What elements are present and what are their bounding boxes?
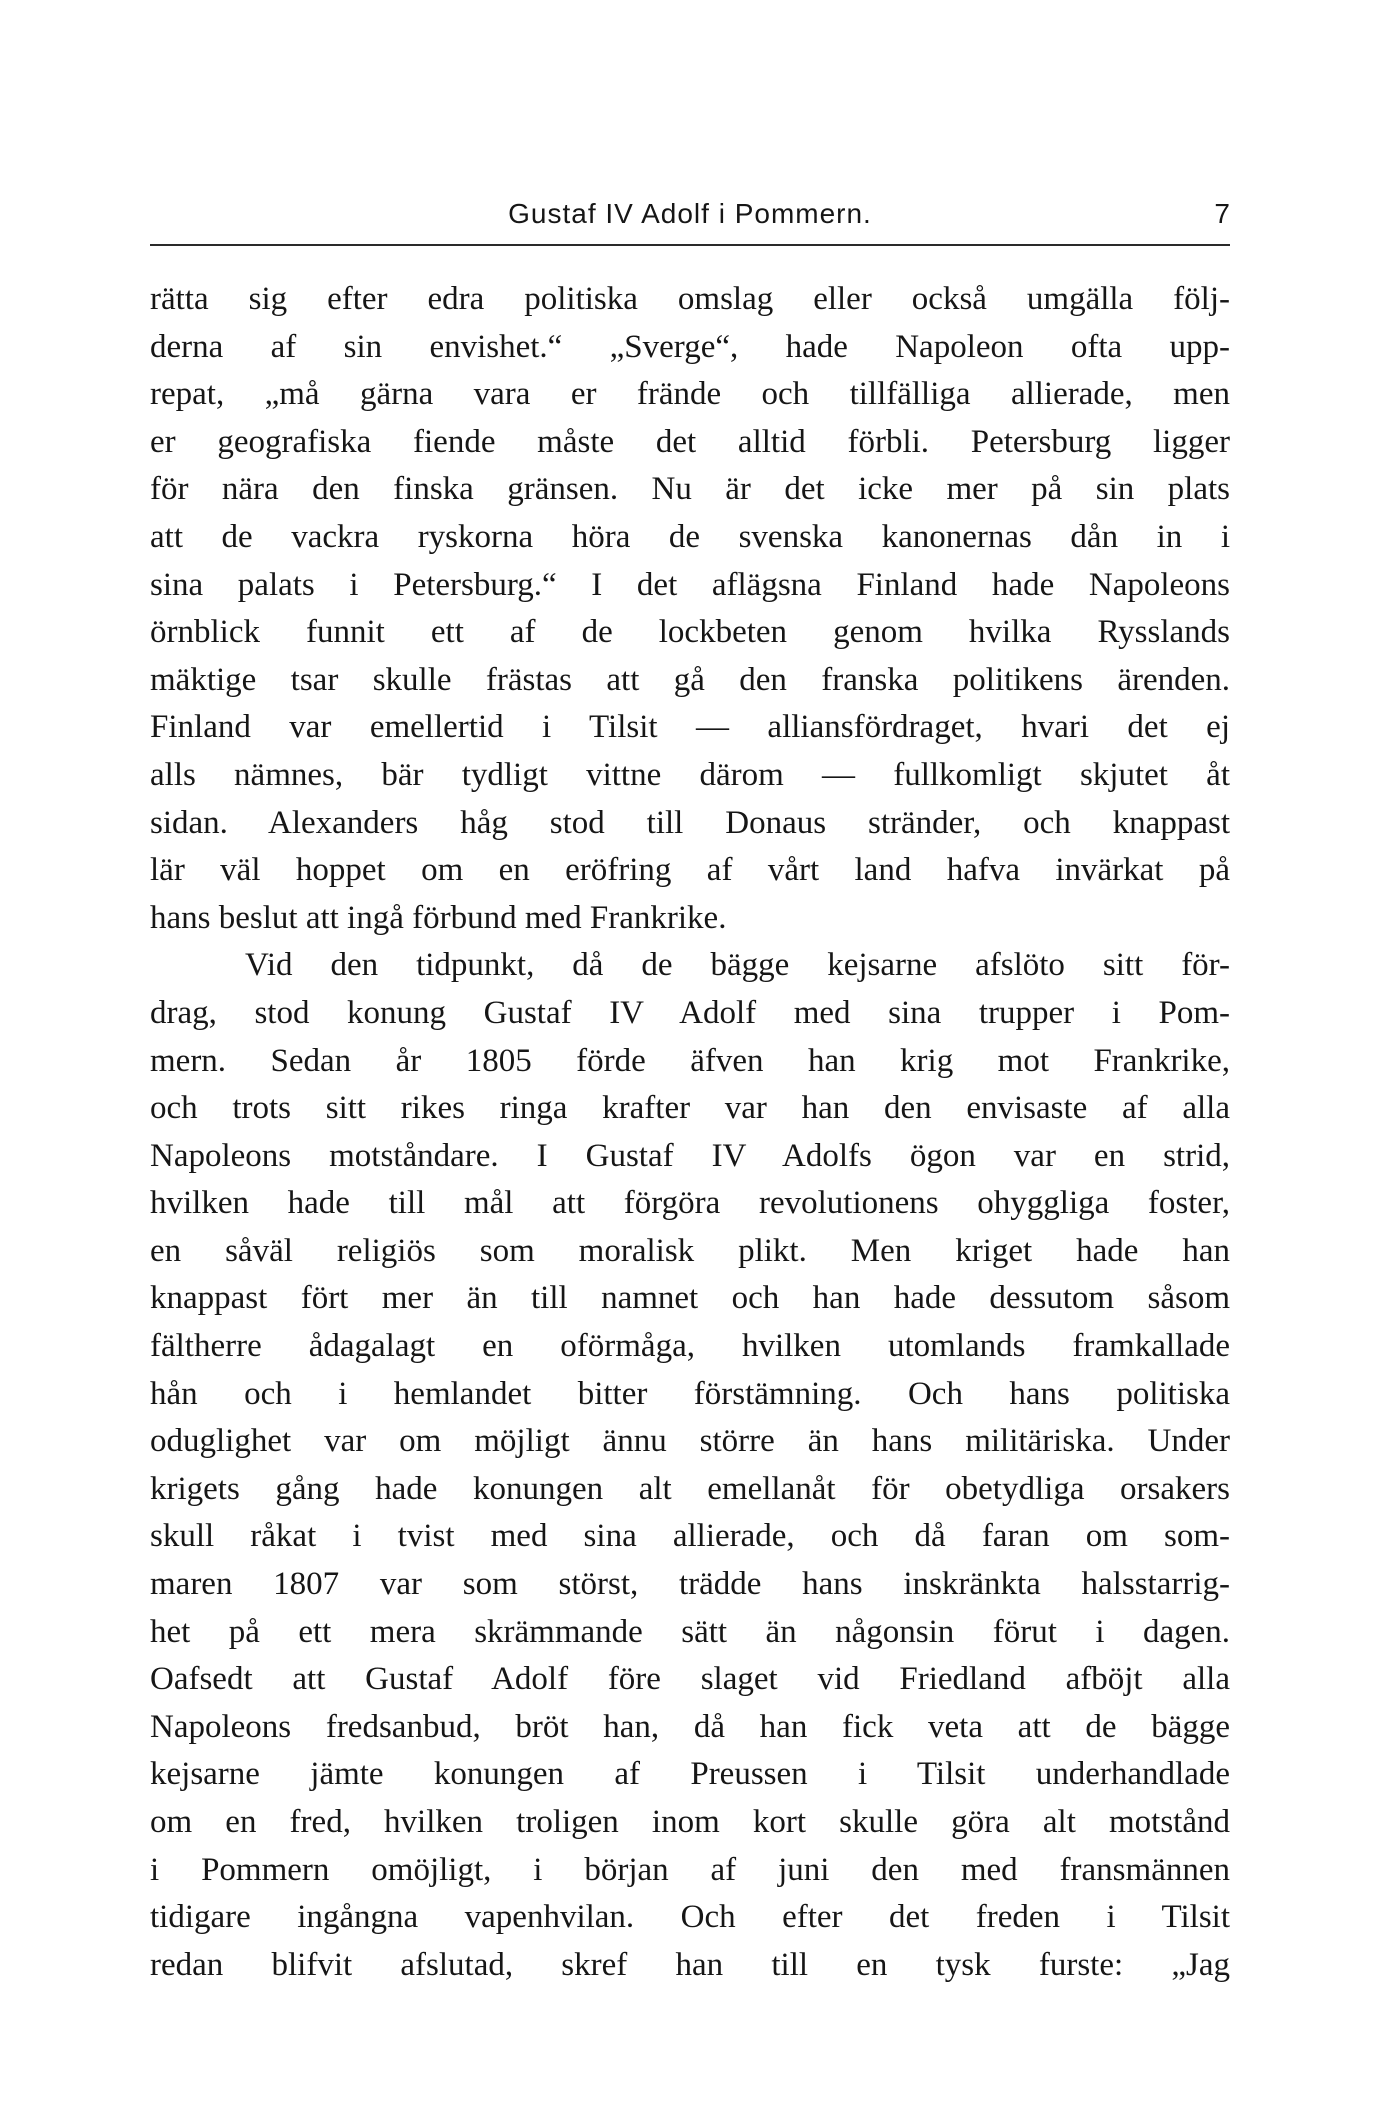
text-line: Napoleons fredsanbud, bröt han, då han fick veta att de bägge: [150, 1708, 1230, 1745]
text-line: mern. Sedan år 1805 förde äfven han krig mot Frankrike,: [150, 1042, 1230, 1079]
text-line: fältherre ådagalagt en oförmåga, hvilken utomlands framkallade: [150, 1328, 1230, 1365]
text-line: redan blifvit afslutad, skref han till en tysk furste: „Jag: [150, 1946, 1230, 1983]
text-line: och trots sitt rikes ringa krafter var han den envisaste af alla: [150, 1090, 1230, 1127]
text-line: repat, „må gärna vara er frände och tillfälliga allierade, men: [150, 376, 1230, 413]
text-line: kejsarne jämte konungen af Preussen i Tilsit underhandlade: [150, 1756, 1230, 1793]
text-line: krigets gång hade konungen alt emellanåt för obetydliga orsakers: [150, 1470, 1230, 1507]
text-line: en såväl religiös som moralisk plikt. Men kriget hade han: [150, 1232, 1230, 1269]
text-line: rätta sig efter edra politiska omslag eller också umgälla följ-: [150, 281, 1230, 317]
text-line: knappast fört mer än till namnet och han hade dessutom såsom: [150, 1280, 1230, 1317]
text-line: mäktige tsar skulle frästas att gå den franska politikens ärenden.: [150, 661, 1230, 698]
text-line: drag, stod konung Gustaf IV Adolf med sina trupper i Pom-: [150, 994, 1230, 1031]
running-head: [150, 196, 1230, 240]
text-line: hvilken hade till mål att förgöra revolutionens ohyggliga foster,: [150, 1185, 1230, 1222]
text-line: Napoleons motståndare. I Gustaf IV Adolfs ögon var en strid,: [150, 1137, 1230, 1174]
text-line: alls nämnes, bär tydligt vittne därom — fullkomligt skjutet åt: [150, 756, 1230, 793]
text-line: maren 1807 var som störst, trädde hans inskränkta halsstarrig-: [150, 1566, 1230, 1603]
text-line: om en fred, hvilken troligen inom kort skulle göra alt motstånd: [150, 1804, 1230, 1840]
text-line: skull råkat i tvist med sina allierade, och då faran om som-: [150, 1518, 1230, 1555]
text-line: lär väl hoppet om en eröfring af vårt land hafva invärkat på: [150, 852, 1230, 889]
text-line: hån och i hemlandet bitter förstämning. Och hans politiska: [150, 1375, 1230, 1412]
text-line: örnblick funnit ett af de lockbeten genom hvilka Rysslands: [150, 614, 1230, 651]
text-line: Vid den tidpunkt, då de bägge kejsarne afslöto sitt för-: [245, 947, 1230, 984]
text-line: hans beslut att ingå förbund med Frankrike.: [150, 899, 727, 936]
body-text: [150, 276, 1230, 1989]
text-line: att de vackra ryskorna höra de svenska kanonernas dån in i: [150, 518, 1230, 555]
text-line: Finland var emellertid i Tilsit — alliansfördraget, hvari det ej: [150, 709, 1230, 746]
text-line: het på ett mera skrämmande sätt än någonsin förut i dagen.: [150, 1613, 1230, 1650]
text-line: sidan. Alexanders håg stod till Donaus stränder, och knappast: [150, 804, 1230, 841]
text-line: oduglighet var om möjligt ännu större än hans militäriska. Under: [150, 1423, 1230, 1460]
text-line: sina palats i Petersburg.“ I det aflägsna Finland hade Napoleons: [150, 566, 1230, 603]
text-line: derna af sin envishet.“ „Sverge“, hade Napoleon ofta upp-: [150, 328, 1230, 365]
header-rule: [150, 244, 1230, 246]
running-title: Gustaf IV Adolf i Pommern.: [508, 198, 872, 229]
page-number: 7: [1214, 198, 1230, 229]
text-line: Oafsedt att Gustaf Adolf före slaget vid Friedland afböjt alla: [150, 1661, 1230, 1698]
text-line: tidigare ingångna vapenhvilan. Och efter det freden i Tilsit: [150, 1899, 1230, 1936]
text-line: för nära den finska gränsen. Nu är det icke mer på sin plats: [150, 471, 1230, 508]
text-line: i Pommern omöjligt, i början af juni den med fransmännen: [150, 1851, 1230, 1888]
text-line: er geografiska fiende måste det alltid förbli. Petersburg ligger: [150, 423, 1230, 460]
